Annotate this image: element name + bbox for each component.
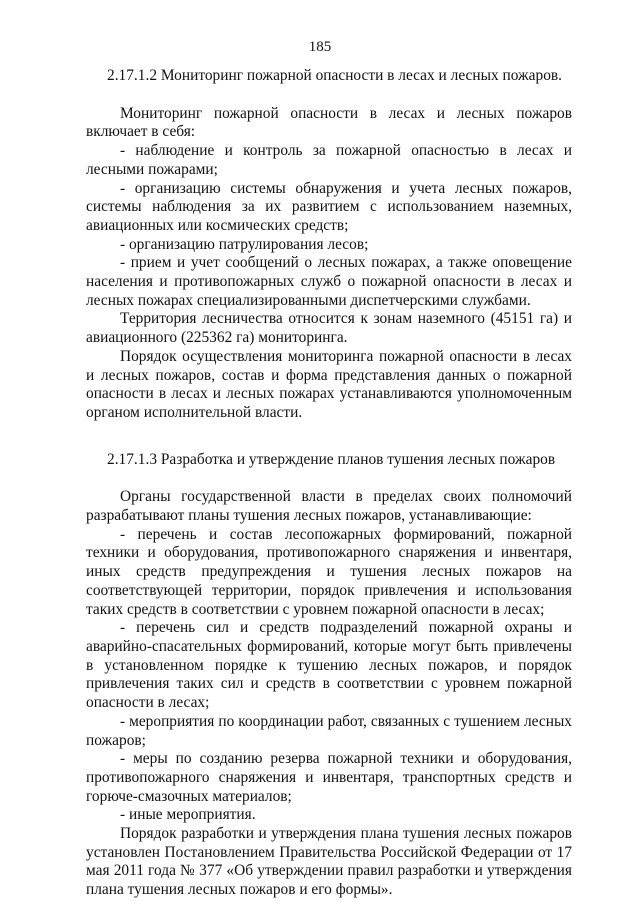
list-item: - мероприятия по координации работ, связанных с тушением лесных пожаров; [86, 712, 572, 749]
section-heading-monitoring: 2.17.1.2 Мониторинг пожарной опасности в лесах и лесных пожаров. [107, 67, 563, 84]
section-heading-fire-plans: 2.17.1.3 Разработка и утверждение планов тушения лесных пожаров [107, 450, 556, 468]
list-item: - перечень сил и средств подразделений пожарной охраны и аварийно-спасательных формирований, которые могут быть привлечены в установленном порядке к тушению лесных пожаров, и порядок привлечения таких сил и средств в соответствии с уровнем пожарной опасности в лесах; [86, 619, 572, 712]
paragraph: Порядок разработки и утверждения плана тушения лесных пожаров установлен Постановлением Правительства Российской Федерации от 17 мая 2011 года № 377 «Об утверждении правил разработки и утверждения плана тушения лесных пожаров и его формы». [86, 825, 572, 899]
list-item: - организацию патрулирования лесов; [120, 235, 369, 253]
list-item: - иные мероприятия. [120, 806, 256, 824]
page-content [86, 67, 572, 900]
paragraph: Органы государственной власти в пределах своих полномочий разрабатывают планы тушения лесных пожаров, устанавливающие: [86, 488, 572, 525]
list-item: - прием и учет сообщений о лесных пожарах, а также оповещение населения и противопожарных служб о пожарной опасности в лесах и лесных пожарах специализированными диспетчерскими службами. [86, 254, 572, 309]
list-item: - наблюдение и контроль за пожарной опасностью в лесах и лесными пожарами; [86, 142, 572, 178]
paragraph: Территория лесничества относится к зонам наземного (45151 га) и авиационного (225362 га) мониторинга. [86, 310, 572, 347]
list-item: - перечень и состав лесопожарных формирований, пожарной техники и оборудования, противопожарного снаряжения и инвентаря, иных средств предупреждения и тушения лесных пожаров на соответствующей территории, порядок привлечения и использования таких средств в соответствии с уровнем пожарной опасности в лесах; [86, 525, 572, 618]
paragraph: Порядок осуществления мониторинга пожарной опасности в лесах и лесных пожаров, состав и форма представления данных о пожарной опасности в лесах и лесных пожарах устанавливаются уполномоченным органом исполнительной власти. [86, 347, 572, 421]
list-item: - меры по созданию резерва пожарной техники и оборудования, противопожарного снаряжения и инвентаря, транспортных средств и горюче-смазочных материалов; [86, 750, 572, 805]
list-item: - организацию системы обнаружения и учета лесных пожаров, системы наблюдения за их развитием с использованием наземных, авиационных или космических средств; [86, 179, 572, 234]
paragraph: Мониторинг пожарной опасности в лесах и лесных пожаров включает в себя: [86, 104, 572, 141]
page-number: 185 [308, 39, 332, 55]
